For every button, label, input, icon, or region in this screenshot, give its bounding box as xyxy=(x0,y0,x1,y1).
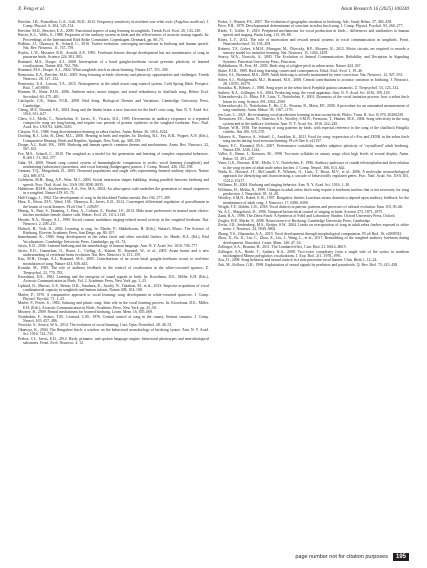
reference-entry: Nottebohm, F., Stokes, T.M., Leonard, C.M., 1976. Central control of song in the canary, Serinus canarius. J. Comp. Neurol. 165, 457–486. xyxy=(18,314,209,323)
reference-entry: Brainard, M.S., Doupe, A.J., 2000. Interruption of a basal ganglia-forebrain circuit prevents plasticity of learned vocalizations. Nature 404, 762–766. xyxy=(18,59,209,68)
reference-entry: Hara, E., Rivas, M.V., Ward, J.M., Okanoya, K., Jarvis, E.D., 2012. Convergent differential regulation of parvalbumin in the brains of vocal learners. PLoS One 7, e29457. xyxy=(18,200,209,209)
reference-entry: Hessler, N.A., Doupe, A.J., 1999. Social context modulates singing-related neural activity in the songbird forebrain. Nat. Neurosci. 2, 209–211. xyxy=(18,217,209,227)
reference-entry: Wright, T.F., Dahlin, C.R., 2018. Vocal dialects in parrots: patterns and processes of cultural evolution. Emu 118, 50–66. xyxy=(218,205,404,210)
reference-entry: Thorpe, W.H., 1958. The learning of song patterns by birds, with especial reference to the song of the chaffinch Fringilla coelebs. Ibis 100, 535–570. xyxy=(218,126,409,135)
reference-entry: Cheng, M.F., Durand, S.E., 2004. Song and the limbic brain: a new function for the bird's own song. Ann. N. Y. Acad. Sci. 1016, 611–627. xyxy=(18,108,209,117)
reference-entry: Podos, J., Warren, P.S., 2007. The evolution of geographic variation in birdsong. Adv. Study Behav. 37, 403–458. xyxy=(218,20,393,24)
reference-entry: Tchernichovski, O., Nottebohm, F., Ho, C.E., Pesaran, B., Mitra, P.P., 2000. A procedure for an automated measurement of song similarity. Anim. Behav. 59, 1167–1176. xyxy=(218,104,409,113)
references-body xyxy=(18,20,409,542)
reference-entry: Wada, K., Howard, J.T., McConnell, P., Whitney, O., Lints, T., Rivas, M.V., et al., 2006. A molecular neuroethological approach for identifying and characterizing a cascade of behaviorally regulated genes. Proc. Natl. Acad. Sci. USA 103, 15212–15217. xyxy=(218,170,409,183)
reference-entry: Bercet, K.C., Wells, S., 1988. Properties of the auditory system in birds and the effectiveness of acoustic startup signals. In: Proceedings of the International Bird Strike Committee, Copenhagen, Denmark, pp. 60–73. xyxy=(18,33,209,42)
reference-entry: Tchernichovski, O., Mitra, P.P., Lints, T., Nottebohm, F., 2001. Dynamics of the vocal imitation process: how a zebra finch learns its song. Science 291, 2564–2569. xyxy=(218,95,409,104)
reference-entry: Doupe, A.J., Kuhl, P.K., 1999. Birdsong and human speech: common themes and mechanisms. Annu. Rev. Neurosci. 22, 567–631. xyxy=(18,143,209,152)
reference-entry: Lipkind, D., Marcus, G.F., Bemis, D.K., Sasahara, K., Jacoby, N., Takahasi, M., et al., 2013. Stepwise acquisition of vocal combinatorial capacity in songbirds and human infants. Nature 498, 104–108. xyxy=(18,283,209,293)
reference-entry: Fee, M.S., Scharff, C., 2010. The songbird as a model for the generation and learning of complex sequential behaviors. ILAR J. 51, 362–377. xyxy=(18,151,209,161)
reference-entry: Bolhuis, J.J., Okanoya, K., Scharff, C., 2010. Twitter evolution: converging mechanisms in birdsong and human speech. Nat. Rev. Neurosci. 11, 747–759. xyxy=(18,42,209,51)
references-right-column xyxy=(218,20,409,542)
reference-entry: Gahr, M., 2000. Neural song control system of hummingbirds: comparison to swifts, vocal learning (songbirds) and nonlearning (suboscines) passerines, and vocal learning (budgerigars) parrots. J. Comp. Neurol. 426, 182–196. xyxy=(18,160,209,169)
reference-entry: Heinig, A., Pant, S., Dunning, J., Bass, A., Coburn, Z., Prather, J.F., 2014. Male mate preferences in mutual mate choice: finches modulate female chatter calls. Behav. Ecol. 25, 1113–1120. xyxy=(18,209,209,218)
reference-entry: Brumm, H., Slater, P.J.B., 2006. Ambient noise, motor fatigue, and serial redundancy in chaffinch song. Behav. Ecol. Sociobiol. 60, 475–481. xyxy=(18,90,209,99)
reference-entry: Immelmann, K., 1969. Song development in the zebra finch and other estrildid finches. In: Hinde, R.A. (Ed.), Bird Vocalizations. Cambridge University Press, Cambridge, pp. 61–74. xyxy=(18,235,209,244)
reference-entry: Dooling, R.J., Lohr, B., Dent, M.L., 2000. Hearing in birds and reptiles. In: Dooling, R.J., Fay, R.R., Popper, A.N. (Eds.), Comparative Hearing: Birds and Reptiles. Springer, New York, pp. 308–359. xyxy=(18,134,209,143)
reference-entry: Hultsch, H., Todt, D., 2004. Learning to sing. In: Marler, P., Slabbekoorn, H. (Eds.), Nature's Music: The Science of Birdsong. Elsevier Academic Press, San Diego, pp. 80–107. xyxy=(18,226,209,235)
footer-note: page number not for citation purposes xyxy=(295,553,388,560)
reference-entry: Williams, H., 2004. Birdsong and singing behavior. Ann. N. Y. Acad. Sci. 1016, 1–30. xyxy=(218,183,351,188)
reference-entry: Jarvis, E.D., Gunturkun, O., Bruce, L., Csillag, A., Karten, H., Kuenzel, W., et al., 2005. Avian brains and a new understanding of vertebrate brain evolution. Nat. Rev. Neurosci. 6, 151–159. xyxy=(18,248,209,257)
reference-entry: Price, P.H., 1979. Developmental determinants of structure in zebra finch song. J. Comp. Physiol. Psychol. 93, 260–277. xyxy=(218,24,404,29)
reference-entry: Tokarev, K., Tiunova, A., Scharff, C., Anokhin, K., 2011. Food for song: expression of c-Fos and ZENK in the zebra finch song nuclei during food aversion learning. PLoS One 6, e21157. xyxy=(218,134,409,144)
reference-entry: Zann, R.A., 1996. The Zebra Finch: A Synthesis of Field and Laboratory Studies. Oxford University Press, Oxford. xyxy=(218,214,396,219)
reference-entry: Catchpole, C.K., Slater, P.J.B., 2008. Bird Song: Biological Themes and Variations. Cambridge University Press, Cambridge. xyxy=(18,99,209,108)
reference-entry: Zevin, J.D., Seidenberg, M.S., Bottjer, S.W., 2004. Limits on reacquisition of song in adult zebra finches exposed to white noise. J. Neurosci. 24, 5849–5862. xyxy=(218,223,409,232)
header-journal: Avian Research 16 (2025) 100240 xyxy=(340,7,409,12)
reference-entry: Slater, P.J.B., 1989. Bird song learning: causes and consequences. Ethol. Ecol. Evol. 1, 19–46. xyxy=(218,68,363,73)
reference-entry: Zou, D., 2008. Song behavior and neural control in a non-passerine vocal learner. Chin. Birds 1, 12–24. xyxy=(218,258,378,263)
reference-entry: Mooney, R., 2009. Neural mechanisms for learned birdsong. Learn. Mem. 16, 655–669. xyxy=(18,310,154,315)
reference-entry: Theunissen, F.E., Amin, N., Shaevitz, S.S., Woolley, S.M.N., Fremouw, T., Hauber, M.E., 2004. Song selectivity in the song system and in the auditory forebrain. Ann. N. Y. Acad. Sci. 1016, 222–245. xyxy=(218,117,409,126)
reference-entry: Zhou, X., Fu, X., Lin, C., Zhou, X., Liu, J., Wang, L., et al., 2017. Remodeling of the songbird auditory forebrain during development. Neurobiol. Learn. Mem. 140, 47–54. xyxy=(218,236,409,245)
reference-entry: Goldstein, M.H., King, A.P., West, M.J., 2003. Social interaction shapes babbling: testing parallels between birdsong and speech. Proc. Natl. Acad. Sci. USA 100, 8030–8035. xyxy=(18,178,209,187)
reference-entry: Marler, P., 1970. A comparative approach to vocal learning: song development in white-crowned sparrows. J. Comp. Physiol. Psychol. 71, 1–25. xyxy=(18,292,209,301)
reference-entry: Suthers, R.A., Zollinger, S.A., 2004. Producing song: the vocal apparatus. Ann. N. Y. Acad. Sci. 1016, 109–129. xyxy=(218,90,391,95)
references-left-column xyxy=(18,20,209,542)
reference-entry: Brainard, M.S., Doupe, A.J., 2002. What songbirds teach us about learning. Nature 417, 351–358. xyxy=(18,68,169,73)
reference-entry: Vates, G.E., Broome, B.M., Mello, C.V., Nottebohm, F., 1996. Auditory pathways of caudal telencephalon and their relation to the song system of adult male zebra finches. J. Comp. Neurol. 366, 613–642. xyxy=(218,161,409,170)
reference-entry: ten Cate, C., 2021. Re-evaluating vocal production learning in non-oscine birds. Philos. Trans. R. Soc. B 376, 20200249. xyxy=(218,112,404,117)
reference-entry: Williams, H., Mehta, N., 1999. Changes in adult zebra finch song require a forebrain nucleus that is not necessary for song production. J. Neurobiol. 39, 14–28. xyxy=(218,187,409,196)
reference-entry: Petkov, C.I., Jarvis, E.D., 2012. Birds, primates, and spoken language origins: behavioral phenotypes and neurobiological substrates. Front. Evol. Neurosci. 4, 12. xyxy=(18,336,209,345)
reference-entry: Sober, S.J., Wohlgemuth, M.J., Brainard, M.S., 2008. Central contributions to acoustic variation in birdsong. J. Neurosci. 28, 10370–10379. xyxy=(218,77,409,86)
reference-entry: Riters, L.V., 2012. The role of motivation and reward neural systems in vocal communication in songbirds. Front. Neuroendocrinol. 33, 194–209. xyxy=(218,37,409,47)
reference-entry: Clayton, N.S., 1988. Song discrimination learning in zebra finches. Anim. Behav. 36, 1016–1024. xyxy=(18,129,169,134)
header-authors: X. Peng et al. xyxy=(18,7,46,12)
reference-entry: Brenowitz, E.A., Larson, T.A., 2015. Neurogenesis in the adult avian song-control system. Cold Spring Harb. Perspect. Biol. 7, a019000. xyxy=(18,81,209,90)
page-number: 195 xyxy=(393,553,409,561)
reference-entry: Tumer, E.C., Brainard, M.S., 2007. Performance variability enables adaptive plasticity of 'crystallized' adult birdsong. Nature 450, 1240–1244. xyxy=(218,143,409,152)
reference-entry: Okanoya, K., 2004. The Bengalese finch: a window on the behavioral neurobiology of birdsong syntax. Ann. N. Y. Acad. Sci. 1016, 724–735. xyxy=(18,327,209,337)
reference-entry: Yu, A.C., Margoliash, D., 1996. Temporal hierarchical control of singing in birds. Science 273, 1871–1875. xyxy=(218,209,384,214)
reference-entry: Nowicki, S., Searcy, W.A., 2014. The evolution of vocal learning. Curr. Opin. Neurobiol. 28, 48–53. xyxy=(18,323,173,328)
reference-entry: Woolley, S.M.N., Rubel, E.W., 1997. Bengalese finches Lonchura striata domestica depend upon auditory feedback for the maintenance of adult song. J. Neurosci. 17, 6380–6390. xyxy=(218,196,409,205)
reference-entry: Riede, T., Goller, F., 2010. Peripheral mechanisms for vocal production in birds – differences and similarities to human speech and singing. Brain Lang. 115, 69–80. xyxy=(218,28,409,38)
reference-entry: Zollinger, S.A., Riede, T., Suthers, R.A., 2008. Two-voice complexity from a single side of the syrinx in northern mockingbird Mimus polyglottos vocalizations. J. Exp. Biol. 211, 1978–1991. xyxy=(218,249,409,258)
reference-entry: Sober, S.J., Brainard, M.S., 2009. Adult birdsong is actively maintained by error correction. Nat. Neurosci. 12, 927–931. xyxy=(218,73,404,78)
reference-entry: Konishi, M., 1965. The role of auditory feedback in the control of vocalization in the white-crowned sparrow. Z. Tierpsychol. 22, 770–783. xyxy=(18,266,209,275)
reference-entry: Sossinka, R., Böhner, J., 1980. Song types in the zebra finch Poephila guttata castanotis. Z. Tierpsychol. 53, 123–132. xyxy=(218,86,400,91)
reference-entry: Kao, M.H., Doupe, A.J., Brainard, M.S., 2005. Contributions of an avian basal ganglia-forebrain circuit to real-time modulation of song. Nature 433, 638–643. xyxy=(18,257,209,266)
reference-entry: Boyles, L.W., Mossner, K.R., Arnold, A.P., 1985. Forebrain lesions disrupt development but not maintenance of song in passerine birds. Science 224, 901–903. xyxy=(18,50,209,60)
reference-entry: Zeigler, H.P., Marler, P., 2008. Neuroscience of Birdsong. Cambridge University Press, Cambridge. xyxy=(218,218,371,223)
running-header xyxy=(18,7,409,16)
reference-entry: Chew, S.J., Mello, C., Nottebohm, F., Jarvis, E., Vicario, D.S., 1995. Decrements in auditory responses to a repeated conspecific song are long-lasting and require two periods of protein synthesis in the songbird forebrain. Proc. Natl. Acad. Sci. USA 92, 3406–3410. xyxy=(18,116,209,130)
reference-entry: Vallet, E., Beme, I., Kreutzer, M., 1998. Two-note syllables in canary songs elicit high levels of sexual display. Anim. Behav. 55, 291–297. xyxy=(218,152,409,161)
reference-entry: Gentner, T.Q., Margoliash, D., 2003. Neuronal populations and single cells representing learned auditory objects. Nature 424, 669–674. xyxy=(18,169,209,178)
reference-entry: Marler, P., Peters, S., 1982. Subsong and plastic song: their role in the vocal learning process. In: Kroodsma, D.E., Miller, E.H. (Eds.), Acoustic Communication in Birds. Academic Press, New York, pp. 25–50. xyxy=(18,301,209,310)
reference-entry: Zollinger, S.A., Brumm, H., 2011. The Lombard effect. Curr. Biol. 21, R614–R615. xyxy=(218,245,347,250)
reference-entry: Beecher, J.B., Ponsollion, G.A., Gall, M.D., 2013. Frequency sensitivity in northern saw-whet owls (Aegolius acadicus). J. Comp. Physiol. A. 204, 145–154. xyxy=(18,20,209,29)
page-footer xyxy=(295,552,409,561)
reference-entry: Jarvis, E.D., 2004. Learned birdsong and the neurobiology of human language. Ann. N. Y. Acad. Sci. 1016, 749–777. xyxy=(18,244,199,249)
reference-entry: Kroodsma, D.E., 1982. Learning and the ontogeny of sound signals in birds. In: Kroodsma, D.E., Miller, E.H. (Eds.), Acoustic Communication in Birds, Vol. 2. Academic Press, New York, pp. 1–23. xyxy=(18,275,209,284)
reference-entry: Zuk, M., Kolluru, G.R., 1998. Exploitation of sexual signals by predators and parasitoids. Q. Rev. Biol. 73, 415–438. xyxy=(218,262,399,267)
reference-entry: Slabbekoorn, H., Peet, M., 2003. Birds sing at a higher pitch in urban noise. Nature 424, 267. xyxy=(218,64,362,69)
reference-entry: Hahnloser, R.H.R., Kozhevnikov, A.A., Fee, M.S., 2002. An ultra-sparse code underlies the generation of neural sequences in a songbird. Nature 419, 65–70. xyxy=(18,187,209,196)
reference-entry: Roberts, T.F., Gobes, S.M.H., Murugan, M., Ölveczky, B.P., Mooney, R., 2012. Motor circuits are required to encode a sensory model for imitative learning. Nat. Neurosci. 15, 1454–1459. xyxy=(218,46,409,55)
reference-entry: Searcy, W.A., Nowicki, S., 2005. The Evolution of Animal Communication: Reliability and Deception in Signaling Systems. Princeton University Press, Princeton. xyxy=(218,55,409,64)
reference-entry: Beecher, M.D., Beecher, E.A., 2009. Functional aspects of song learning in songbirds. Trends Ecol. Evol. 20, 143–149. xyxy=(18,28,202,33)
reference-entry: Brenowitz, E.A., Beecher, M.D., 2005. Song learning in birds: diversity and plasticity, opportunities and challenges. Trends Neurosci. 28, 127–132. xyxy=(18,72,209,82)
reference-entry: Zhang, Y.S., Ghazanfar, A.A., 2019. Vocal development through morphological computation. PLoS Biol. 16, e2003933. xyxy=(218,231,403,236)
reference-entry: Hall-Craggs, J., 1962. The development of song in the blackbird Turdus merula. Ibis 104, 277–300. xyxy=(18,195,171,200)
